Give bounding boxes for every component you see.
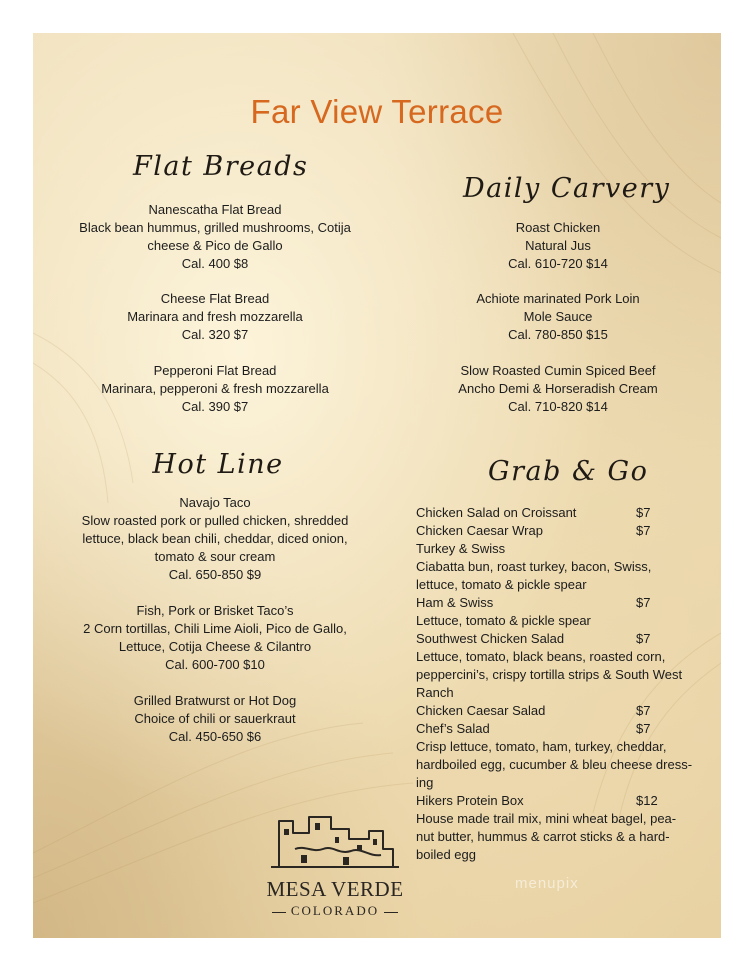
list-item [416,630,706,648]
item-description: Marinara, pepperoni & fresh mozzarella [101,381,329,396]
item-description [416,738,706,792]
item-price: $7 [636,631,651,646]
item-name: Hikers Protein Box [416,793,524,808]
carvery-item [403,290,713,344]
item-name: Slow Roasted Cumin Spiced Beef [460,363,656,378]
item-description: cheese & Pico de Gallo [147,238,283,253]
grab-and-go-heading: Grab & Go [488,456,649,487]
item-name: Pepperoni Flat Bread [153,363,277,378]
item-price: Cal. 400 $8 [181,256,249,271]
cliff-dwelling-icon [265,809,405,871]
item-name: Navajo Taco [179,495,251,510]
page-title: Far View Terrace [250,93,504,130]
item-price: $7 [636,703,651,718]
item-name: Southwest Chicken Salad [416,631,565,646]
flat-bread-item [53,201,377,273]
item-name: Fish, Pork or Brisket Taco’s [136,603,294,618]
hot-line-item [53,494,377,584]
item-price: Cal. 650-850 $9 [168,567,262,582]
flat-bread-item [53,362,377,416]
list-item [416,540,706,558]
item-price: Cal. 600-700 $10 [165,657,265,672]
carvery-item [403,362,713,416]
item-description: tomato & sour cream [154,549,276,564]
item-price: Cal. 710-820 $14 [508,399,608,414]
item-name: Chicken Salad on Croissant [416,505,577,520]
logo-subtitle [265,903,405,919]
item-price: Cal. 320 $7 [181,327,249,342]
description-line: Ranch [416,685,454,700]
description-line: nut butter, hummus & carrot sticks & a hard- [416,829,670,844]
description-line: House made trail mix, mini wheat bagel, pea- [416,811,677,826]
description-line: Crisp lettuce, tomato, ham, turkey, cheddar, [416,739,667,754]
list-item [416,720,706,738]
flat-breads-heading: Flat Breads [133,151,309,182]
list-item [416,594,706,612]
item-price: $12 [636,793,658,808]
hot-line-item [53,692,377,746]
item-description: 2 Corn tortillas, Chili Lime Aioli, Pico de Gallo, [83,621,347,636]
item-description: Black bean hummus, grilled mushrooms, Cotija [79,220,351,235]
carvery-item [403,219,713,273]
description-line: ing [416,775,434,790]
item-price: Cal. 390 $7 [181,399,249,414]
item-description: Choice of chili or sauerkraut [134,711,296,726]
item-name: Chef’s Salad [416,721,490,736]
item-description [416,648,706,702]
description-line: Ciabatta bun, roast turkey, bacon, Swiss, [416,559,652,574]
item-price: $7 [636,523,651,538]
daily-carvery-heading: Daily Carvery [463,173,671,204]
item-description: lettuce, black bean chili, cheddar, diced onion, [82,531,348,546]
item-price: $7 [636,721,651,736]
item-description: Mole Sauce [523,309,593,324]
item-price: $7 [636,505,651,520]
item-name: Roast Chicken [515,220,601,235]
item-price: Cal. 450-650 $6 [168,729,262,744]
item-description: Lettuce, Cotija Cheese & Cilantro [118,639,312,654]
item-name: Nanescatha Flat Bread [148,202,282,217]
hot-line-item [53,602,377,674]
description-line: peppercini’s, crispy tortilla strips & South West [416,667,683,682]
item-description [416,612,706,630]
item-name: Cheese Flat Bread [160,291,270,306]
item-description [416,810,706,864]
flat-bread-item [53,290,377,344]
list-item [416,702,706,720]
item-name: Grilled Bratwurst or Hot Dog [133,693,297,708]
item-description: Ancho Demi & Horseradish Cream [458,381,658,396]
item-name: Achiote marinated Pork Loin [476,291,640,306]
item-description: Natural Jus [525,238,591,253]
list-item [416,522,706,540]
list-item [416,504,706,522]
description-line: boiled egg [416,847,476,862]
item-price: $7 [636,595,651,610]
grab-and-go-list [416,504,706,864]
item-description: Marinara and fresh mozzarella [127,309,303,324]
description-line: lettuce, tomato & pickle spear [416,577,587,592]
mesa-verde-logo [265,809,405,929]
item-name: Chicken Caesar Wrap [416,523,543,538]
list-item [416,792,706,810]
hot-line-heading: Hot Line [152,449,284,480]
watermark: menupix [515,875,579,892]
description-line: Lettuce, tomato & pickle spear [416,613,591,628]
item-name: Chicken Caesar Salad [416,703,546,718]
item-name: Ham & Swiss [416,595,494,610]
item-price: Cal. 610-720 $14 [508,256,608,271]
description-line: hardboiled egg, cucumber & bleu cheese dress- [416,757,693,772]
item-description: Slow roasted pork or pulled chicken, shredded [81,513,349,528]
logo-wordmark: MESA VERDE [266,877,404,901]
menu-page [33,33,721,938]
logo-subtitle-text: COLORADO [290,903,380,918]
description-line: Lettuce, tomato, black beans, roasted corn, [416,649,666,664]
item-description [416,558,706,594]
item-name: Turkey & Swiss [416,541,506,556]
item-price: Cal. 780-850 $15 [508,327,608,342]
